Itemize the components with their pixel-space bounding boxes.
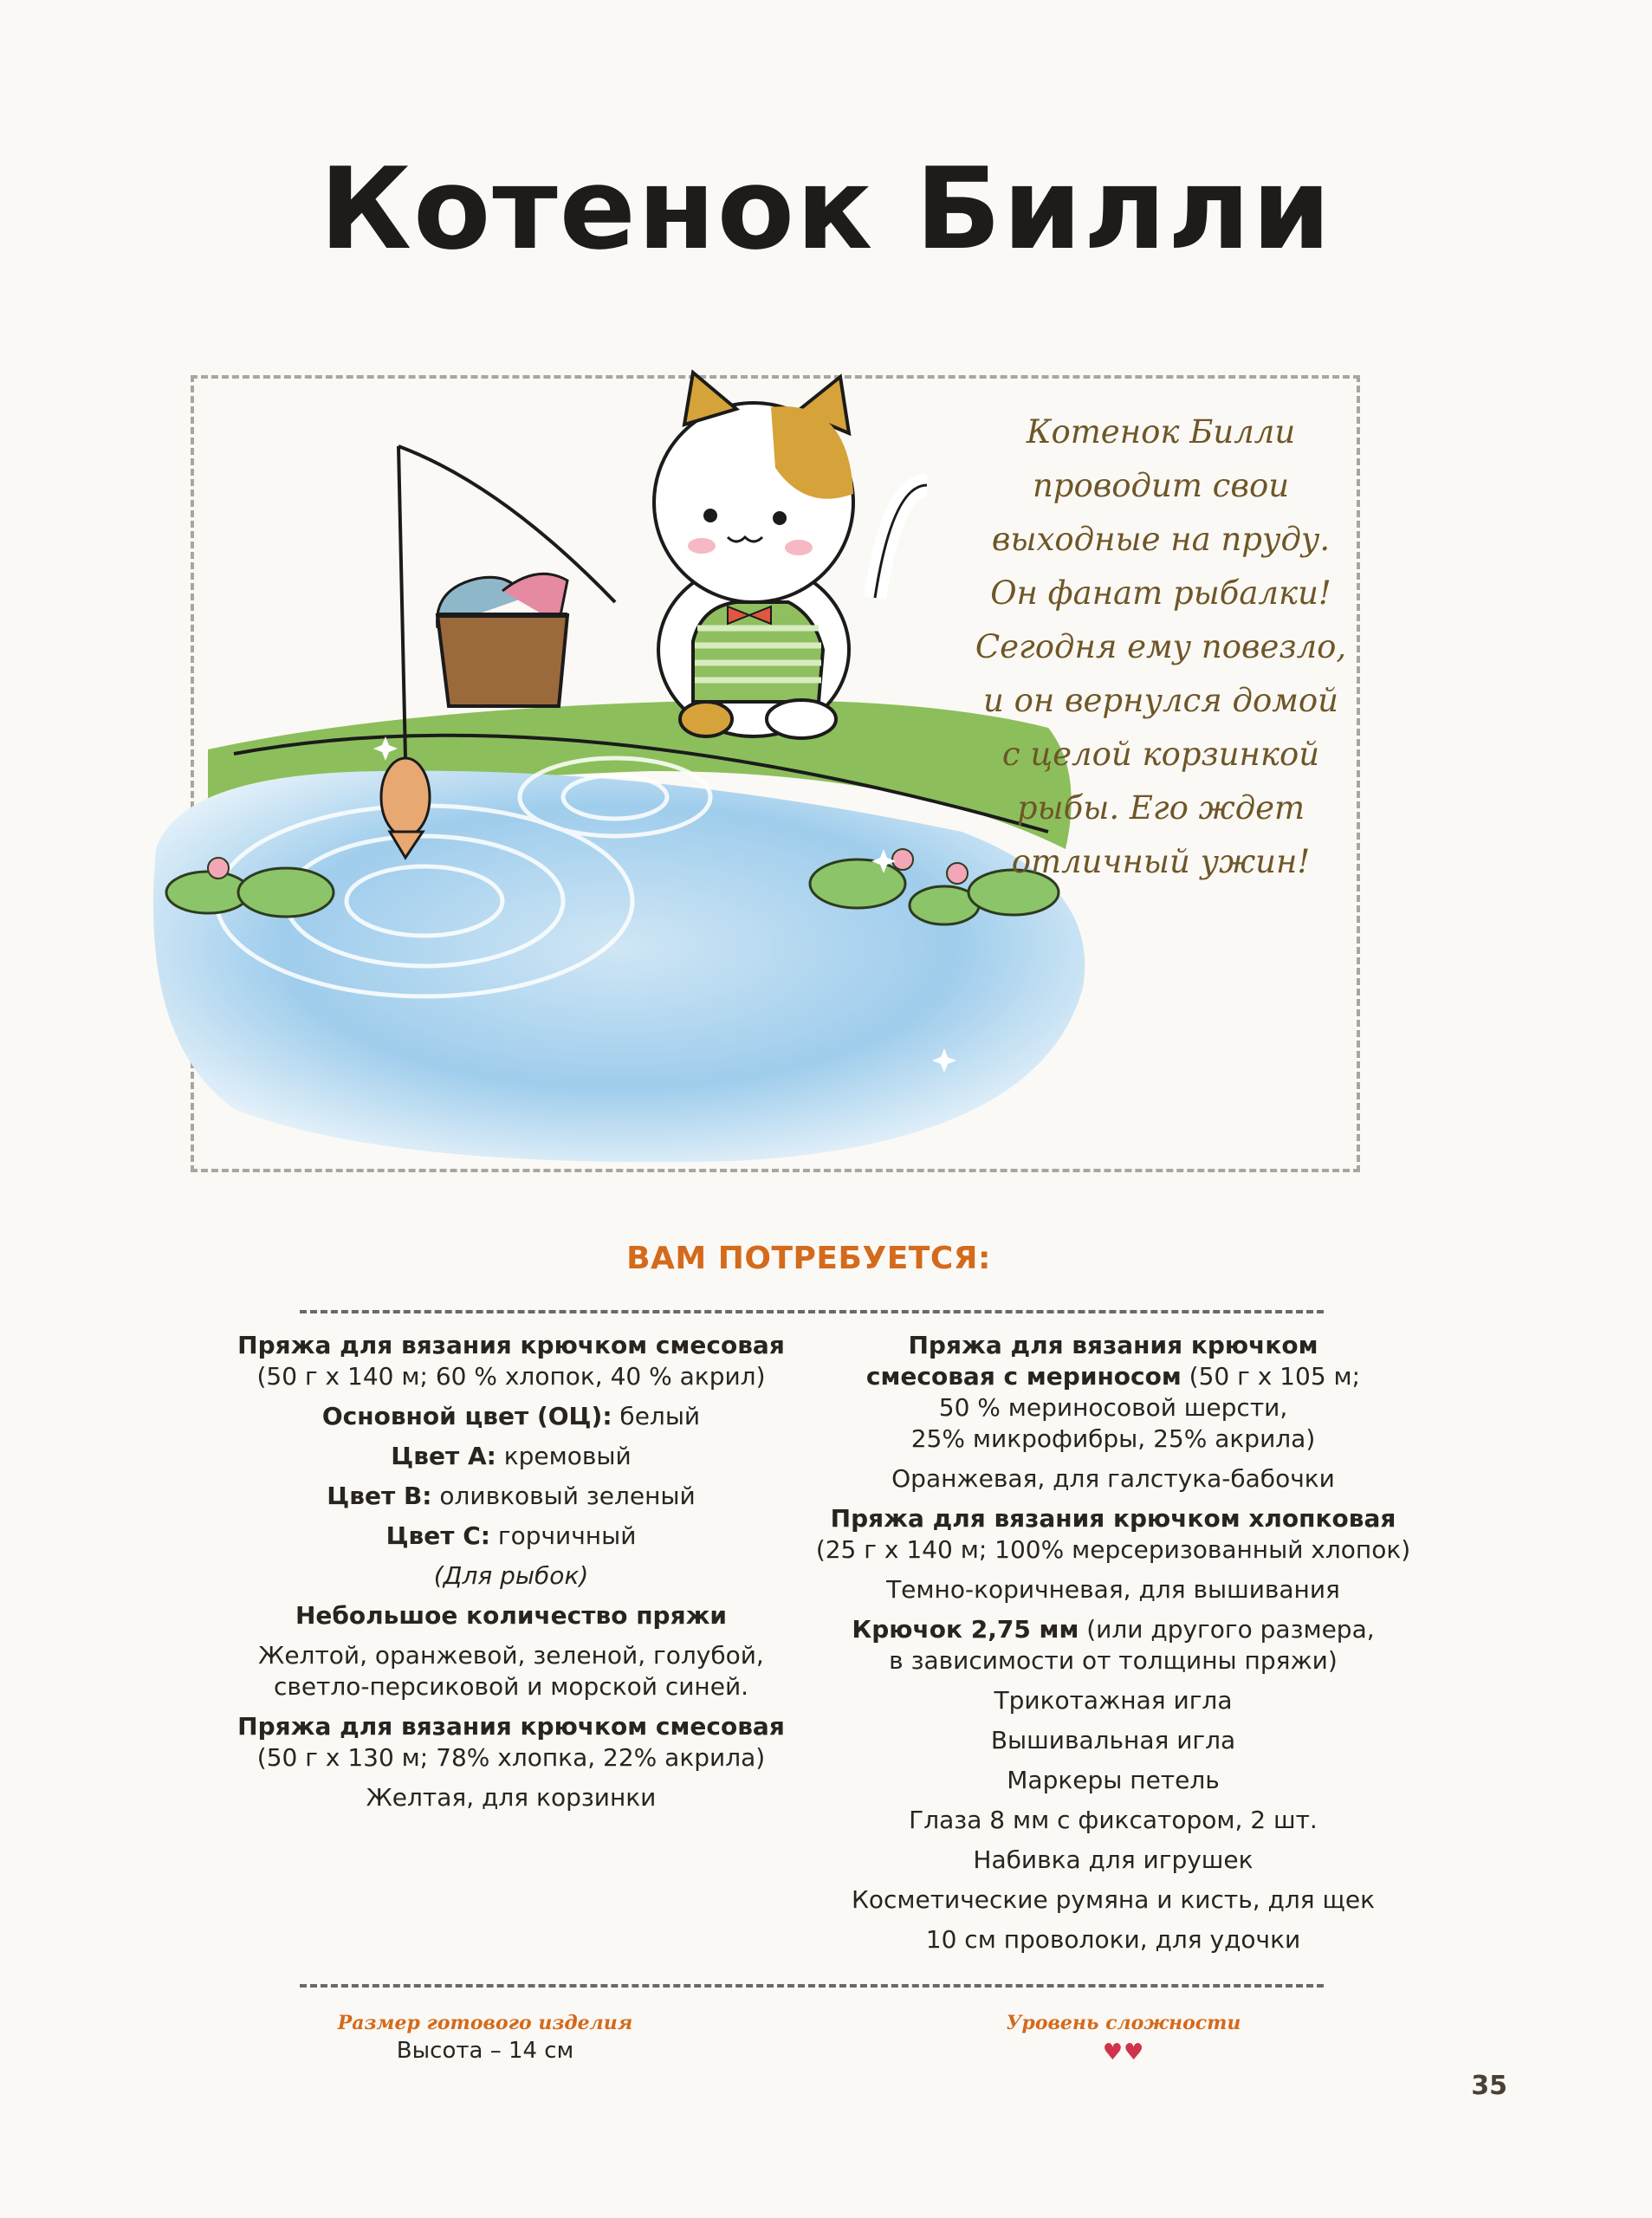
color-value: оливковый зеленый [431,1482,696,1510]
material-spec: (50 г х 130 м; 78% хлопка, 22% акрила) [256,1743,766,1772]
materials-right-column [814,1330,1412,1964]
divider-bottom [300,1984,1324,1988]
tool-text: Косметические румяна и кисть, для щек [851,1885,1376,1914]
story-line: выходные на пруду. [991,521,1331,558]
story-line: отличный ужин! [1011,843,1311,880]
material-spec: (50 г х 140 м; 60 % хлопок, 40 % акрил) [256,1362,766,1391]
story-line: проводит свои [1032,467,1290,504]
materials-left-column [225,1330,797,1822]
material-item [225,1600,797,1631]
story-line: и он вернулся домой [983,682,1338,719]
material-name: Пряжа для вязания крючком [908,1331,1318,1359]
tool-item [814,1765,1412,1796]
material-item [225,1401,797,1432]
tool-item [814,1924,1412,1955]
material-item [225,1560,797,1592]
material-name: Пряжа для вязания крючком смесовая [237,1331,785,1359]
story-line: рыбы. Его ждет [1016,789,1305,827]
difficulty-label: Уровень сложности [1006,2012,1241,2034]
tool-item [814,1725,1412,1756]
material-spec: (25 г х 140 м; 100% мерсеризованный хлопок) [815,1535,1411,1564]
tool-item [814,1685,1412,1716]
tool-text: Глаза 8 мм с фиксатором, 2 шт. [909,1806,1318,1834]
color-label: Цвет С: [385,1521,490,1550]
material-name: Небольшое количество пряжи [295,1601,728,1630]
material-item [225,1441,797,1472]
material-name: Пряжа для вязания крючком хлопковая [830,1504,1396,1533]
material-use: Оранжевая, для галстука-бабочки [891,1464,1335,1493]
material-item [225,1330,797,1392]
story-text [970,405,1351,889]
material-name: смесовая с мериносом [865,1362,1182,1391]
kitten [654,373,927,738]
color-label: Цвет А: [391,1442,496,1470]
material-item [225,1711,797,1774]
materials-heading: ВАМ ПОТРЕБУЕТСЯ: [626,1241,991,1276]
story-line: Котенок Билли [1026,413,1296,451]
color-label: Цвет В: [327,1482,432,1510]
tool-text: Маркеры петель [1007,1766,1220,1794]
tool-text: Трикотажная игла [994,1686,1233,1715]
material-item [225,1782,797,1813]
for-fish-note: (Для рыбок) [433,1561,589,1590]
size-value: Высота – 14 см [396,2038,574,2064]
tool-item [814,1805,1412,1836]
page-number: 35 [1471,2071,1507,2101]
divider-top [300,1310,1324,1313]
material-use: Темно-коричневая, для вышивания [886,1575,1340,1604]
tool-text: 10 см проволоки, для удочки [925,1925,1301,1954]
difficulty-hearts-icon: ♥♥ [1102,2040,1145,2066]
material-item [225,1640,797,1702]
material-item [814,1463,1412,1495]
tool-text: Набивка для игрушек [973,1845,1254,1874]
tool-text: Вышивальная игла [990,1726,1236,1754]
story-line: Он фанат рыбалки! [990,574,1331,612]
material-item [814,1614,1412,1676]
material-spec: 25% микрофибры, 25% акрила) [910,1424,1316,1453]
material-spec: (50 г х 105 м; [1181,1362,1361,1391]
color-value: кремовый [496,1442,632,1470]
tool-item [814,1845,1412,1876]
color-label: Основной цвет (ОЦ): [321,1402,612,1430]
material-item [225,1521,797,1552]
material-name: Пряжа для вязания крючком смесовая [237,1712,785,1741]
story-line: Сегодня ему повезло, [975,628,1347,665]
material-item [814,1574,1412,1605]
size-label: Размер готового изделия [337,2012,633,2034]
material-item [814,1330,1412,1455]
material-item [814,1503,1412,1566]
material-use: Желтая, для корзинки [366,1783,657,1812]
page-title: Котенок Билли [319,143,1333,275]
color-value: белый [612,1402,701,1430]
material-spec: 50 % мериносовой шерсти, [938,1393,1288,1422]
material-spec: светло-персиковой и морской синей. [273,1672,749,1701]
story-line: с целой корзинкой [1001,736,1320,773]
tool-item [814,1884,1412,1916]
material-spec: Желтой, оранжевой, зеленой, голубой, [258,1641,764,1670]
color-value: горчичный [490,1521,637,1550]
material-spec: в зависимости от толщины пряжи) [889,1646,1338,1675]
material-item [225,1481,797,1512]
fish-basket [437,574,567,706]
material-name: Крючок 2,75 мм [852,1615,1079,1644]
material-spec: (или другого размера, [1079,1615,1375,1644]
